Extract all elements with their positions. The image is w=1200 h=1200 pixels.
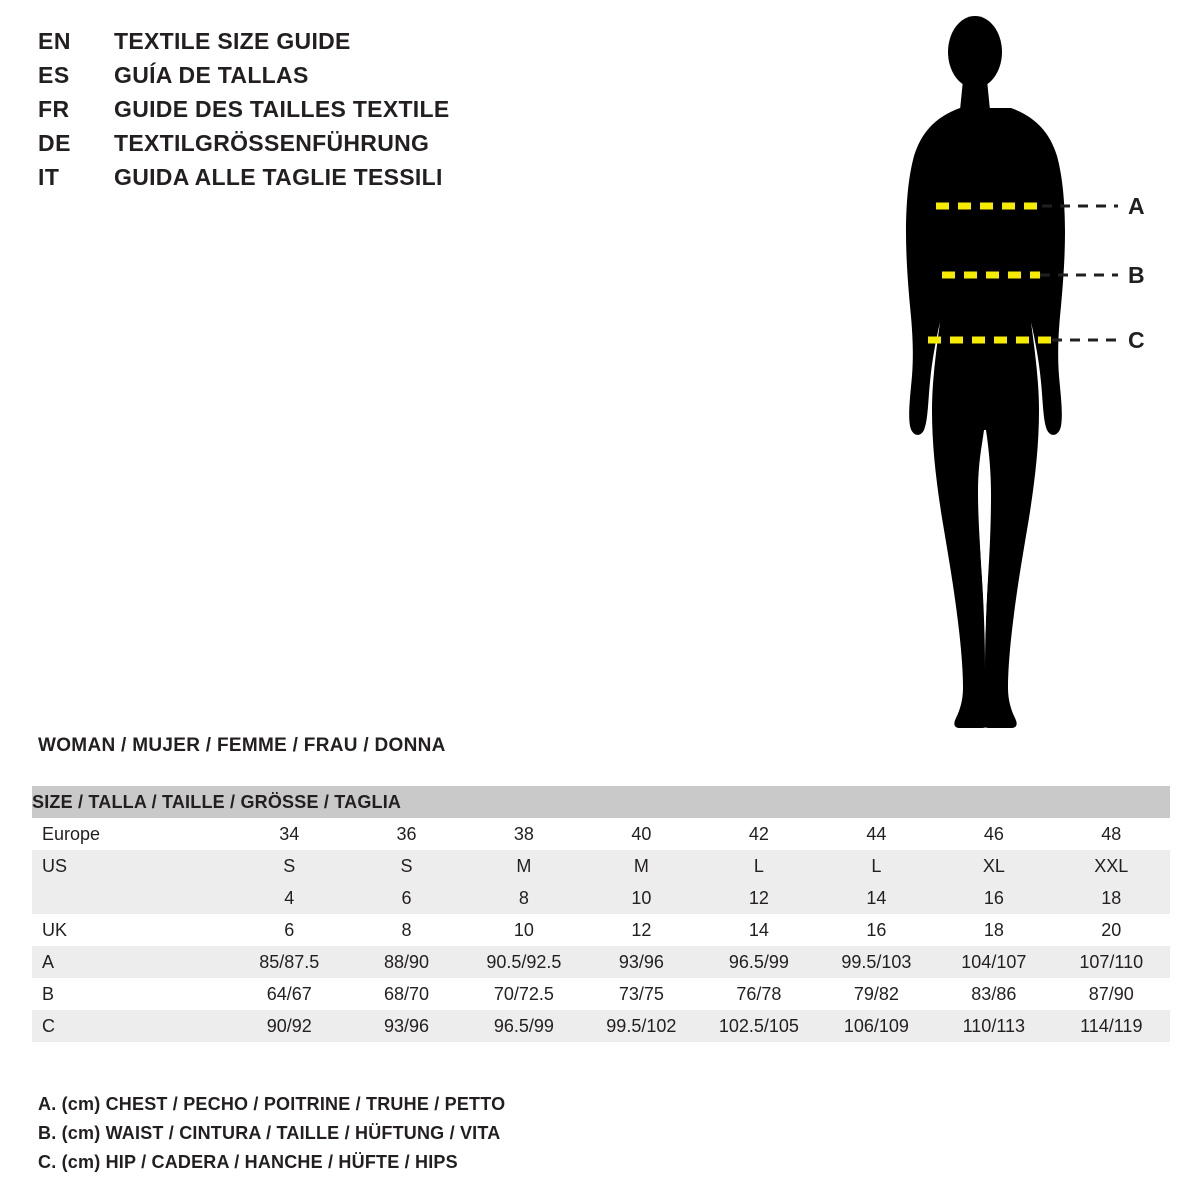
row-label: A <box>42 952 55 972</box>
table-cell: 8 <box>518 888 529 908</box>
title-text: TEXTILE SIZE GUIDE <box>114 28 351 54</box>
table-cell: 42 <box>748 824 769 844</box>
title-language-code: IT <box>38 164 60 190</box>
table-cell: 68/70 <box>383 984 430 1004</box>
table-cell: 90/92 <box>266 1016 312 1036</box>
table-cell: 83/86 <box>971 984 1017 1004</box>
callout-label-b: B <box>1128 262 1145 288</box>
table-cell: 110/113 <box>962 1016 1026 1036</box>
table-cell: 87/90 <box>1088 984 1134 1004</box>
footnotes <box>38 1090 738 1177</box>
title-row <box>38 164 638 198</box>
callout-label-c: C <box>1128 327 1145 353</box>
footnote-chest: A. (cm) CHEST / PECHO / POITRINE / TRUHE / PETTO <box>38 1094 506 1114</box>
title-language-code: EN <box>38 28 71 54</box>
table-cell: 16 <box>983 888 1004 908</box>
section-heading: WOMAN / MUJER / FEMME / FRAU / DONNA <box>38 735 446 756</box>
title-row <box>38 96 638 130</box>
table-cell: 107/110 <box>1079 952 1144 972</box>
table-cell: 34 <box>279 824 300 844</box>
table-cell: 6 <box>401 888 412 908</box>
table-cell: 93/96 <box>383 1016 430 1036</box>
row-label: UK <box>42 920 68 940</box>
table-row <box>32 914 1170 946</box>
table-header-label: SIZE / TALLA / TAILLE / GRÖSSE / TAGLIA <box>32 792 402 812</box>
table-cell: 10 <box>513 920 534 940</box>
table-cell: 99.5/102 <box>606 1016 677 1036</box>
table-cell: 99.5/103 <box>841 952 912 972</box>
table-cell: 16 <box>866 920 887 940</box>
row-label: Europe <box>42 824 101 844</box>
table-cell: 10 <box>631 888 652 908</box>
table-row <box>32 850 1170 882</box>
table-cell: 14 <box>748 920 769 940</box>
table-cell: 114/119 <box>1080 1016 1143 1036</box>
table-row <box>32 978 1170 1010</box>
title-block <box>38 28 638 198</box>
title-row <box>38 62 638 96</box>
title-language-code: DE <box>38 130 71 156</box>
table-cell: 12 <box>748 888 769 908</box>
table-cell: 79/82 <box>853 984 899 1004</box>
table-cell: M <box>633 856 649 876</box>
measurement-figure <box>860 10 1190 750</box>
table-cell: 12 <box>631 920 652 940</box>
table-cell: 96.5/99 <box>728 952 789 972</box>
table-row <box>32 946 1170 978</box>
table-cell: 46 <box>983 824 1004 844</box>
table-cell: 4 <box>284 888 295 908</box>
table-cell: 76/78 <box>736 984 782 1004</box>
table-cell: 48 <box>1101 824 1122 844</box>
callout-label-a: A <box>1128 193 1145 219</box>
table-cell: 20 <box>1101 920 1122 940</box>
table-cell: 102.5/105 <box>718 1016 799 1036</box>
table-header-row <box>32 786 1170 818</box>
table-cell: 93/96 <box>618 952 664 972</box>
title-text: GUIDE DES TAILLES TEXTILE <box>114 96 450 122</box>
table-cell: M <box>516 856 532 876</box>
table-cell: 6 <box>284 920 295 940</box>
row-label: C <box>42 1016 55 1036</box>
table-cell: L <box>871 856 882 876</box>
table-cell: S <box>400 856 413 876</box>
title-language-code: ES <box>38 62 70 88</box>
female-silhouette-icon <box>860 10 1190 750</box>
table-cell: 106/109 <box>843 1016 909 1036</box>
table-cell: 44 <box>866 824 887 844</box>
table-cell: 64/67 <box>266 984 312 1004</box>
table-row <box>32 1010 1170 1042</box>
table-cell: 88/90 <box>383 952 430 972</box>
table-cell: 40 <box>631 824 652 844</box>
table-row <box>32 882 1170 914</box>
table-cell: XL <box>982 856 1005 876</box>
table-cell: XXL <box>1094 856 1129 876</box>
table-cell: 90.5/92.5 <box>486 952 562 972</box>
title-text: TEXTILGRÖSSENFÜHRUNG <box>114 130 430 156</box>
title-row <box>38 130 638 164</box>
table-cell: 8 <box>401 920 412 940</box>
title-text: GUIDA ALLE TAGLIE TESSILI <box>114 164 443 190</box>
table-cell: 73/75 <box>618 984 664 1004</box>
title-row <box>38 28 638 62</box>
table-cell: 18 <box>983 920 1004 940</box>
table-cell: 14 <box>866 888 887 908</box>
footnote-hip: C. (cm) HIP / CADERA / HANCHE / HÜFTE / HIPS <box>38 1152 458 1172</box>
row-label: B <box>42 984 55 1004</box>
footnote-waist: B. (cm) WAIST / CINTURA / TAILLE / HÜFTUNG / VITA <box>38 1123 501 1143</box>
title-text: GUÍA DE TALLAS <box>114 62 309 88</box>
row-label: US <box>42 856 68 876</box>
table-cell: 70/72.5 <box>493 984 554 1004</box>
table-cell: 85/87.5 <box>259 952 320 972</box>
table-cell: 36 <box>396 824 417 844</box>
table-cell: 38 <box>513 824 534 844</box>
table-cell: 104/107 <box>961 952 1027 972</box>
table-cell: 18 <box>1101 888 1122 908</box>
table-cell: S <box>283 856 296 876</box>
table-cell: 96.5/99 <box>493 1016 554 1036</box>
table-row <box>32 818 1170 850</box>
size-table <box>32 786 1170 1042</box>
table-cell: L <box>753 856 764 876</box>
row-label <box>32 882 231 914</box>
title-language-code: FR <box>38 96 70 122</box>
